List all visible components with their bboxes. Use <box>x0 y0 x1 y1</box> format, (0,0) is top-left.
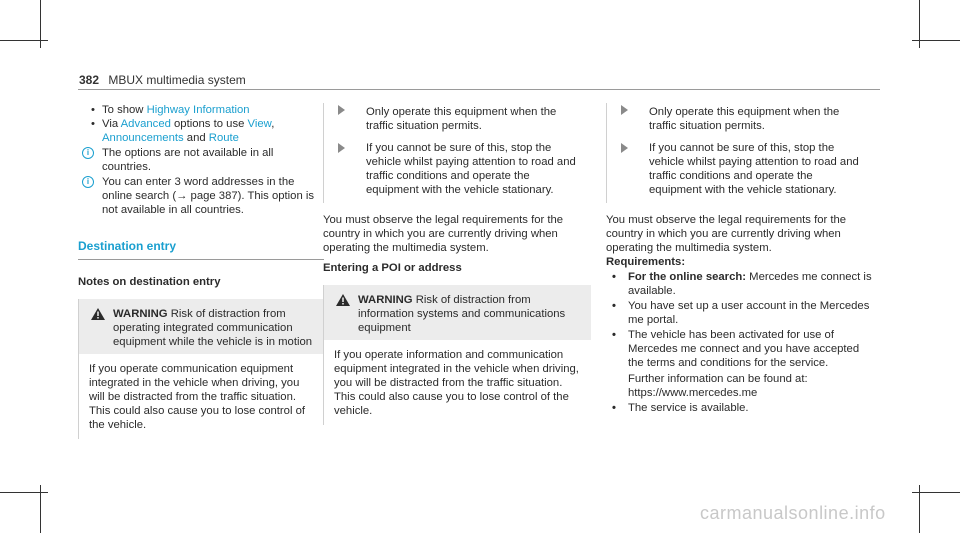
arrow-item: Only operate this equipment when the traffic situation permits. <box>324 103 591 133</box>
subsection-title: Notes on destination entry <box>78 276 221 288</box>
warning-body: If you operate information and communication equipment integrated in the vehicle when driving, you will be distracted from the traffic situation. This could also cause you to lose control of the vehicle. <box>334 349 579 417</box>
arrow-item: Only operate this equipment when the traffic situation permits. <box>607 103 872 133</box>
watermark: carmanualsonline.info <box>700 503 886 523</box>
subsection-title: Entering a POI or address <box>323 262 462 274</box>
list-item: • You have set up a user account in the Mercedes me portal. <box>606 299 872 327</box>
column-right <box>606 103 872 415</box>
warning-box <box>78 299 324 439</box>
list-item: • The vehicle has been activated for use of Mercedes me connect and you have accepted the terms and conditions for the service. <box>606 328 872 370</box>
warning-header: WARNING Risk of distraction from information systems and communications equipment <box>324 285 591 340</box>
warning-continuation-box <box>606 103 872 203</box>
crop-mark <box>0 40 48 41</box>
column-left <box>78 103 324 439</box>
warning-header: WARNING Risk of distraction from operating integrated communication equipment while the vehicle is in motion <box>79 299 324 354</box>
url-text: https://www.mercedes.me <box>628 387 758 399</box>
paragraph: You must observe the legal requirements for the country in which you are currently driving when operating the multimedia system. <box>606 214 847 254</box>
link-highway-information[interactable]: Highway Information <box>146 104 250 116</box>
link-route[interactable]: Route <box>208 132 239 144</box>
info-note: i The options are not available in all countries. <box>78 146 324 174</box>
section-divider <box>78 259 324 260</box>
arrow-item: If you cannot be sure of this, stop the vehicle whilst paying attention to road and traffic conditions and operate the equipment with the vehicle stationary. <box>607 141 872 203</box>
list-item: • The service is available. <box>606 401 872 415</box>
requirements-label: Requirements: <box>606 256 686 268</box>
warning-label: WARNING <box>358 294 413 306</box>
warning-triangle-icon <box>91 308 105 320</box>
info-icon: i <box>82 147 94 159</box>
list-item: • To show Highway Information <box>78 103 324 117</box>
crop-mark <box>0 492 48 493</box>
info-note: i You can enter 3 word addresses in the online search (→ page 387). This option is not available in all countries. <box>78 175 324 217</box>
page-title: MBUX multimedia system <box>108 73 246 87</box>
section-title: Destination entry <box>78 239 177 253</box>
list-item-note: Further information can be found at: <box>628 373 808 385</box>
crop-mark <box>912 40 960 41</box>
warning-body: If you operate communication equipment integrated in the vehicle when driving, you will be distracted from the traffic situation. This could also cause you to lose control of the vehicle. <box>89 363 306 431</box>
warning-continuation-box <box>323 103 591 203</box>
page-header <box>79 73 246 87</box>
link-view[interactable]: View <box>247 118 272 130</box>
warning-box <box>323 285 591 425</box>
list-item: • For the online search: Mercedes me connect is available. <box>606 270 872 298</box>
requirements-list <box>606 270 872 415</box>
link-advanced[interactable]: Advanced <box>120 118 171 130</box>
list-item: • Via Advanced options to use View, Announcements and Route <box>78 117 324 145</box>
page-number: 382 <box>79 73 100 87</box>
column-middle <box>323 103 591 425</box>
link-announcements[interactable]: Announcements <box>102 132 184 144</box>
warning-triangle-icon <box>336 294 350 306</box>
header-divider <box>78 89 880 90</box>
arrow-item: If you cannot be sure of this, stop the vehicle whilst paying attention to road and traffic conditions and operate the equipment with the vehicle stationary. <box>324 141 591 203</box>
info-icon: i <box>82 176 94 188</box>
crop-mark <box>912 492 960 493</box>
warning-label: WARNING <box>113 308 168 320</box>
paragraph: You must observe the legal requirements for the country in which you are currently driving when operating the multimedia system. <box>323 214 564 254</box>
